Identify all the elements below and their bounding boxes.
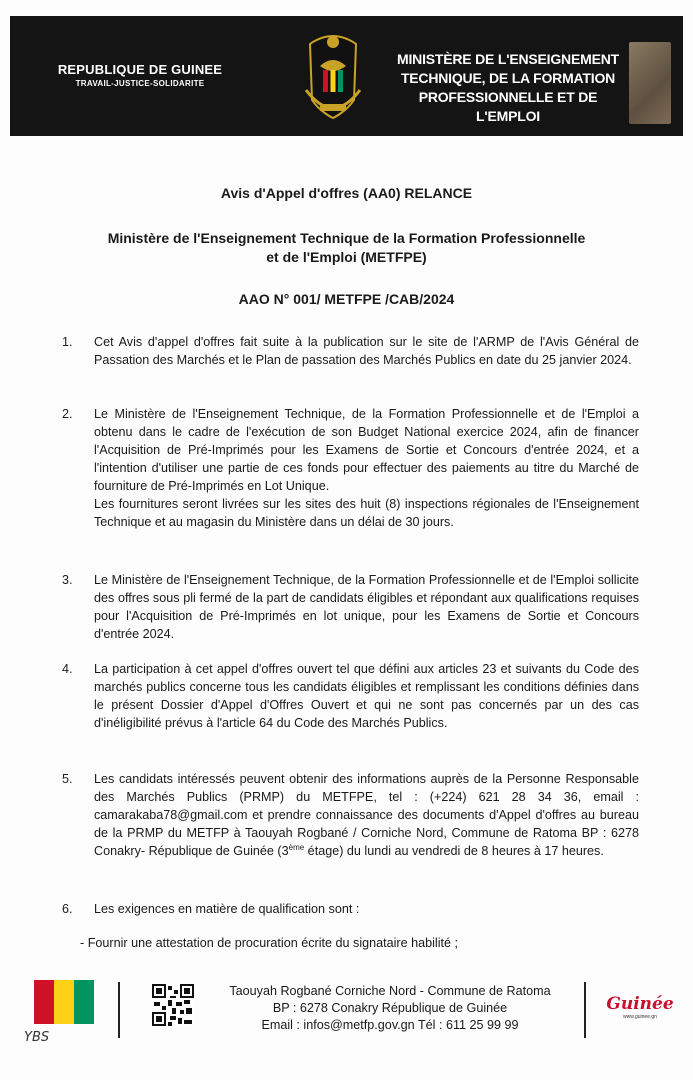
footer-address bbox=[200, 983, 580, 1034]
flag-stripe-red bbox=[34, 980, 54, 1024]
item-text-part: Les candidats intéressés peuvent obtenir des informations auprès de la Personne Responsable des Marchés Publics (PRMP) du METFPE, tel : (+224) 621 28 34 36, email : camarakaba78@gmail.com et prendre connaissance des documents d'Appel d'offres au bureau de la PRMP du METFP à Taouyah Rogbané / Corniche Nord, Commune de Ratoma BP : 6278 Conakry- République de Guinée (3 bbox=[94, 772, 639, 858]
item-paragraph: Les fournitures seront livrées sur les sites des huit (8) inspections régionales de l'Enseignement Technique et au magasin du Ministère dans un délai de 30 jours. bbox=[94, 497, 639, 529]
ministry-heading-line: et de l'Emploi (METFPE) bbox=[266, 249, 427, 265]
logo-text: Guinée bbox=[606, 994, 674, 1014]
flag-stripe-green bbox=[74, 980, 94, 1024]
sub-item: - Fournir une attestation de procuration écrite du signataire habilité ; bbox=[80, 936, 459, 950]
item-text bbox=[94, 405, 639, 531]
item-paragraph: Le Ministère de l'Enseignement Technique, de la Formation Professionnelle et de l'Emploi a obtenu dans le cadre de l'exécution de son Budget National exercice 2024, afin de financer l'Acquisition de Pré-Imprimés pour les Examens de Sortie et Concours d'entrée 2024, et a l'intention d'utiliser une partie de ces fonds pour effectuer des paiements au titre du Marché de fourniture de Pré-Imprimés en Lot Unique. bbox=[94, 407, 639, 493]
item-paragraph: Les exigences en matière de qualification sont : bbox=[94, 902, 360, 916]
guinee-logo bbox=[604, 994, 676, 1020]
item-text bbox=[94, 770, 639, 860]
item-number: 5. bbox=[62, 772, 73, 786]
national-emblem-icon bbox=[298, 30, 368, 122]
item-paragraph: Le Ministère de l'Enseignement Technique, de la Formation Professionnelle et de l'Emploi sollicite des offres sous pli fermé de la part de candidats éligibles et répondant aux qualifications requises pour l'Acquisition de Pré-Imprimés en lot unique, pour les Examens de Sortie et Concours d'entrée 2024. bbox=[94, 573, 639, 641]
item-text bbox=[94, 900, 639, 918]
ministry-line: TECHNIQUE, DE LA FORMATION bbox=[400, 70, 616, 86]
address-line: Email : infos@metfp.gov.gn Tél : 611 25 99 99 bbox=[261, 1018, 519, 1032]
ministry-name bbox=[388, 50, 628, 126]
item-paragraph bbox=[94, 770, 639, 860]
item-paragraph: La participation à cet appel d'offres ouvert tel que défini aux articles 23 et suivants du Code des marchés publics concerne tous les candidats éligibles et remplissant les conditions définies dans le présent Dossier d'Appel d'Offres Ouvert et qui ne sont pas concernés par un des cas d'inéligibilité prévus à l'article 64 du Code des Marchés Publics. bbox=[94, 662, 639, 730]
country-motto: TRAVAIL-JUSTICE-SOLIDARITE bbox=[75, 79, 205, 88]
item-text bbox=[94, 333, 639, 369]
item-text-part: étage) du lundi au vendredi de 8 heures à 17 heures. bbox=[304, 844, 604, 858]
guinea-flag-icon bbox=[34, 980, 94, 1024]
ministry-line: PROFESSIONNELLE ET DE L'EMPLOI bbox=[418, 89, 598, 124]
flag-stripe-yellow bbox=[54, 980, 74, 1024]
item-number: 4. bbox=[62, 662, 73, 676]
item-text bbox=[94, 660, 639, 732]
item-text bbox=[94, 571, 639, 643]
signature: YBS bbox=[24, 1030, 50, 1045]
ministry-heading bbox=[60, 229, 633, 267]
item-number: 2. bbox=[62, 407, 73, 421]
logo-url: www.guinee.gn bbox=[623, 1014, 657, 1020]
item-number: 3. bbox=[62, 573, 73, 587]
footer-divider bbox=[584, 982, 586, 1038]
country-block bbox=[40, 62, 240, 88]
document-title: Avis d'Appel d'offres (AA0) RELANCE bbox=[220, 185, 473, 201]
item-number: 6. bbox=[62, 902, 73, 916]
superscript: ème bbox=[288, 842, 305, 852]
address-line: BP : 6278 Conakry République de Guinée bbox=[272, 1001, 508, 1015]
item-number: 1. bbox=[62, 335, 73, 349]
footer-divider bbox=[118, 982, 120, 1038]
qr-code-icon bbox=[152, 984, 194, 1026]
address-line: Taouyah Rogbané Corniche Nord - Commune de Ratoma bbox=[229, 984, 551, 998]
item-paragraph: Cet Avis d'appel d'offres fait suite à la publication sur le site de l'ARMP de l'Avis Général de Passation des Marchés et le Plan de passation des Marchés Publics en date du 25 janvier 2024. bbox=[94, 335, 639, 367]
stamp-image bbox=[629, 42, 671, 124]
country-name: REPUBLIQUE DE GUINEE bbox=[57, 62, 223, 77]
ministry-line: MINISTÈRE DE L'ENSEIGNEMENT bbox=[397, 51, 619, 67]
header-banner bbox=[10, 16, 683, 136]
ministry-heading-line: Ministère de l'Enseignement Technique de la Formation Professionnelle bbox=[107, 230, 586, 246]
reference-number: AAO N° 001/ METFPE /CAB/2024 bbox=[238, 291, 455, 307]
